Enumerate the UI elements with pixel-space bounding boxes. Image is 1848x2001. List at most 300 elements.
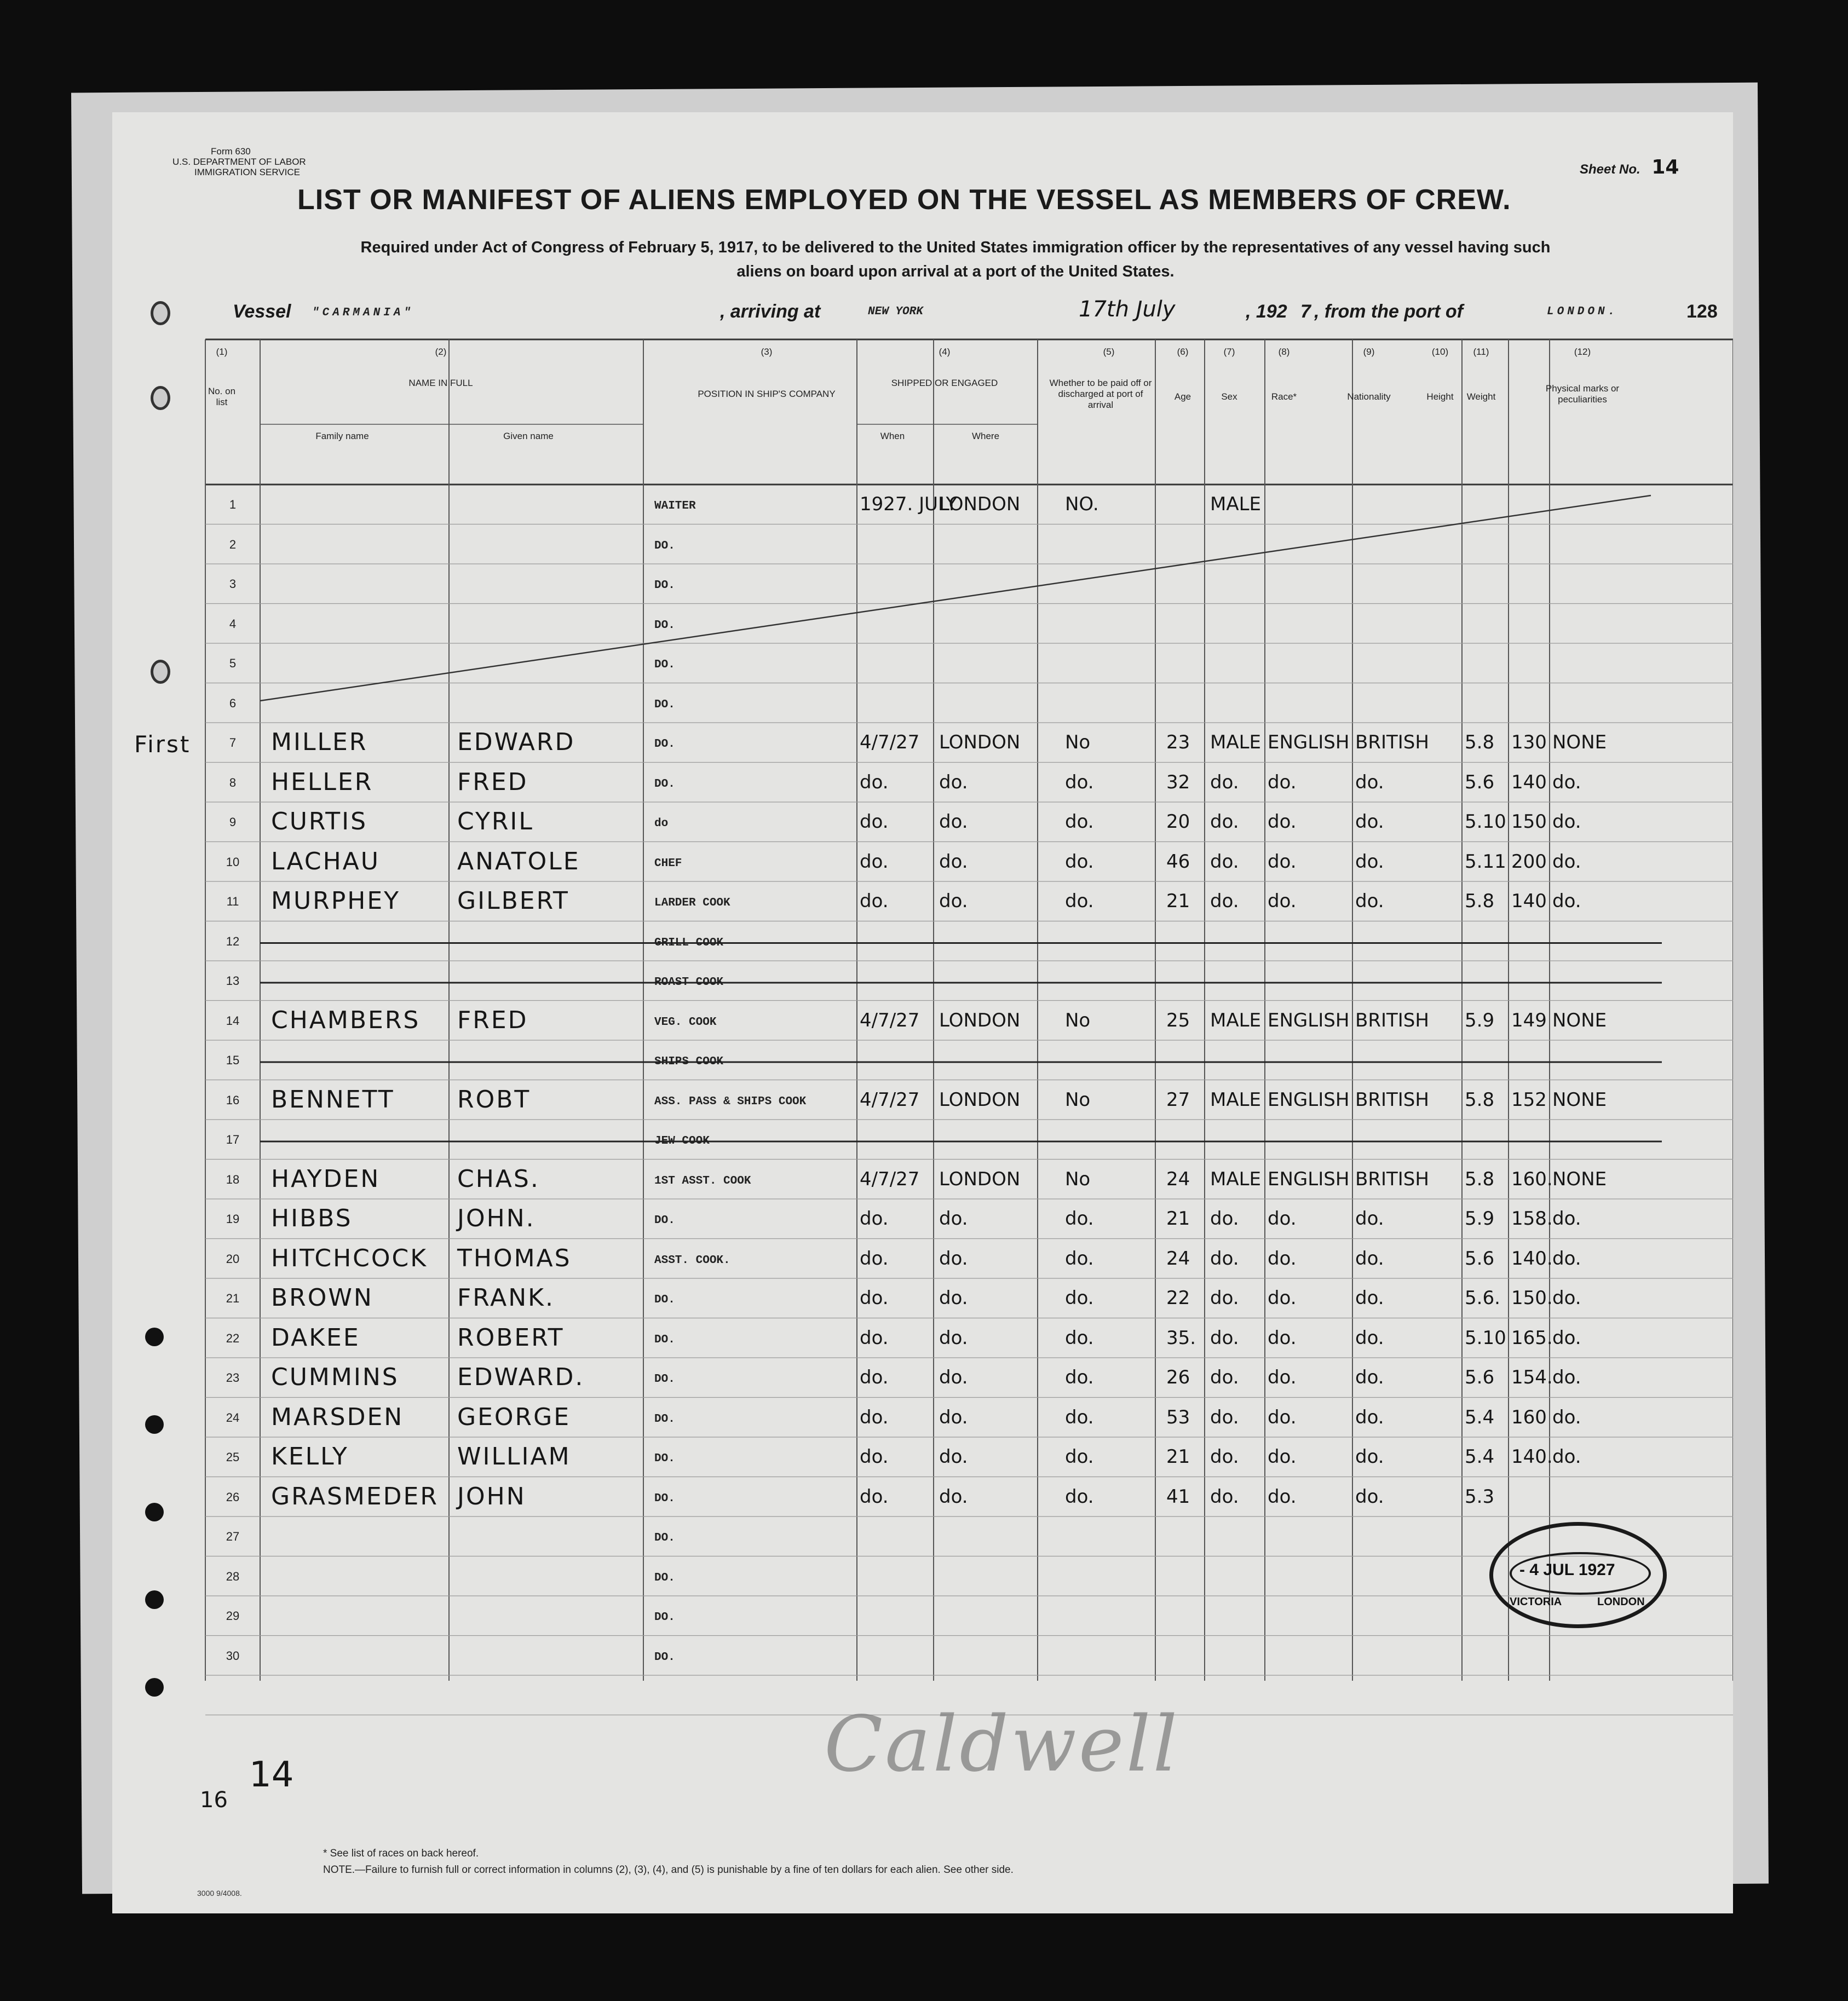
- cell-paid: do.: [1065, 771, 1094, 793]
- row-number: 25: [226, 1450, 240, 1464]
- cell-age: 21: [1166, 1446, 1190, 1468]
- table-row: [112, 1244, 1733, 1284]
- cell-paid: do.: [1065, 1287, 1094, 1309]
- cell-race: ENGLISH: [1268, 1168, 1350, 1190]
- cell-height: 5.6: [1465, 1366, 1495, 1388]
- cell-given: JOHN: [457, 1482, 526, 1510]
- cell-nat: do.: [1355, 1247, 1384, 1270]
- table-row: [112, 966, 1733, 1006]
- cell-nat: BRITISH: [1355, 731, 1429, 753]
- cell-weight: 140: [1511, 771, 1547, 793]
- row-number: 9: [229, 815, 237, 829]
- punch-hole: [145, 1415, 164, 1434]
- victoria-london-stamp: [1489, 1522, 1667, 1628]
- cell-position: DO.: [654, 1333, 675, 1346]
- cell-marks: do.: [1552, 1446, 1581, 1468]
- cell-given: THOMAS: [457, 1244, 572, 1272]
- arrival-port: NEW YORK: [868, 305, 923, 318]
- col9-number: (9): [1363, 347, 1375, 357]
- cell-nat: do.: [1355, 1446, 1384, 1468]
- stamp-london: LONDON: [1597, 1596, 1645, 1608]
- footer-fine-note: NOTE.—Failure to furnish full or correct information in columns (2), (3), (4), and (5) is punishable by a fine of ten dollars for each alien. See other side.: [323, 1864, 1014, 1876]
- cell-race: do.: [1268, 811, 1297, 833]
- table-row: [112, 1165, 1733, 1205]
- cell-weight: 140: [1511, 890, 1547, 912]
- cell-position: DO.: [654, 1492, 675, 1505]
- cell-family: HELLER: [271, 768, 373, 796]
- stamp-date: - 4 JUL 1927: [1519, 1561, 1615, 1579]
- cell-where: do.: [939, 1485, 968, 1508]
- col-when: When: [880, 431, 905, 441]
- cell-weight: 160.: [1511, 1168, 1553, 1190]
- cell-when: 4/7/27: [860, 1088, 920, 1111]
- row-number: 6: [229, 696, 237, 710]
- col6-number: (6): [1177, 347, 1189, 357]
- cell-height: 5.11: [1465, 850, 1506, 873]
- cell-paid: do.: [1065, 1327, 1094, 1349]
- cell-nat: do.: [1355, 890, 1384, 912]
- cell-family: CUMMINS: [271, 1363, 399, 1391]
- cell-race: do.: [1268, 1208, 1297, 1230]
- cell-sex: do.: [1210, 1446, 1239, 1468]
- page-number: 128: [1686, 301, 1718, 322]
- cell-sex: do.: [1210, 811, 1239, 833]
- cell-family: LACHAU: [271, 847, 380, 875]
- row-number: 12: [226, 934, 240, 948]
- cell-marks: NONE: [1552, 731, 1607, 753]
- cell-sex: do.: [1210, 771, 1239, 793]
- cell-marks: do.: [1552, 811, 1581, 833]
- table-row: [112, 1601, 1733, 1641]
- col5-number: (5): [1103, 347, 1115, 357]
- cell-given: FRED: [457, 1006, 528, 1034]
- row-number: 11: [226, 895, 239, 908]
- col-nationality: Nationality: [1347, 391, 1391, 402]
- binder-ring: [151, 386, 170, 410]
- table-row: [112, 1641, 1733, 1681]
- cell-weight: 200: [1511, 850, 1547, 873]
- cell-weight: 160: [1511, 1406, 1547, 1428]
- cell-where: LONDON: [939, 1168, 1021, 1190]
- col-sex: Sex: [1221, 391, 1237, 402]
- cell-nat: do.: [1355, 1366, 1384, 1388]
- cell-weight: 158.: [1511, 1208, 1553, 1230]
- cell-sex: MALE: [1210, 1088, 1262, 1111]
- row-number: 27: [226, 1530, 240, 1543]
- cell-height: 5.4: [1465, 1446, 1495, 1468]
- cell-position: ASST. COOK.: [654, 1254, 730, 1267]
- cell-where: LONDON: [939, 1009, 1021, 1031]
- cell-when: 4/7/27: [860, 1009, 920, 1031]
- col-position: POSITION IN SHIP'S COMPANY: [698, 389, 836, 399]
- from-port-label: , from the port of: [1314, 301, 1463, 322]
- cell-weight: 154.: [1511, 1366, 1553, 1388]
- cell-given: ANATOLE: [457, 847, 580, 875]
- cell-when: do.: [860, 1287, 889, 1309]
- cell-marks: do.: [1552, 890, 1581, 912]
- cell-given: GILBERT: [457, 887, 569, 915]
- cell-given: FRED: [457, 768, 528, 796]
- cell-position: do: [654, 817, 669, 830]
- cell-family: MURPHEY: [271, 887, 401, 915]
- cell-age: 23: [1166, 731, 1190, 753]
- cell-position: JEW COOK: [654, 1135, 710, 1147]
- cell-sex: do.: [1210, 890, 1239, 912]
- col-name-in-full: NAME IN FULL: [408, 378, 473, 388]
- cell-marks: NONE: [1552, 1168, 1607, 1190]
- col-age: Age: [1174, 391, 1191, 402]
- col-family-name: Family name: [315, 431, 369, 441]
- cell-marks: NONE: [1552, 1009, 1607, 1031]
- table-row: [112, 1443, 1733, 1483]
- cell-weight: 150.: [1511, 1287, 1553, 1309]
- cell-age: 41: [1166, 1485, 1190, 1508]
- cell-race: do.: [1268, 1247, 1297, 1270]
- cell-nat: do.: [1355, 1406, 1384, 1428]
- cell-when: do.: [860, 1247, 889, 1270]
- cell-nat: do.: [1355, 850, 1384, 873]
- cell-nat: do.: [1355, 1485, 1384, 1508]
- row-number: 4: [229, 616, 237, 631]
- cell-age: 22: [1166, 1287, 1190, 1309]
- table-row: [112, 1204, 1733, 1244]
- cell-when: do.: [860, 850, 889, 873]
- col-paid-off: Whether to be paid off or discharged at port of arrival: [1049, 378, 1152, 410]
- margin-note-14: 14: [249, 1755, 294, 1795]
- cell-position: ASS. PASS & SHIPS COOK: [654, 1095, 807, 1108]
- table-row: [112, 808, 1733, 847]
- cell-race: do.: [1268, 1485, 1297, 1508]
- table-row: [112, 569, 1733, 609]
- cell-race: do.: [1268, 1287, 1297, 1309]
- row-number: 16: [226, 1093, 240, 1107]
- cell-marks: NONE: [1552, 1088, 1607, 1111]
- table-row: [112, 490, 1733, 530]
- table-row: [112, 847, 1733, 887]
- cell-position: VEG. COOK: [654, 1016, 717, 1029]
- cell-when: do.: [860, 771, 889, 793]
- cell-weight: 150: [1511, 811, 1547, 833]
- arriving-label: , arriving at: [720, 301, 821, 322]
- cell-family: HITCHCOCK: [271, 1244, 428, 1272]
- cell-family: DAKEE: [271, 1323, 360, 1352]
- cell-family: KELLY: [271, 1443, 349, 1471]
- cell-where: do.: [939, 771, 968, 793]
- cell-position: DO.: [654, 1294, 675, 1306]
- cell-given: ROBERT: [457, 1323, 565, 1352]
- punch-hole: [145, 1503, 164, 1521]
- col7-number: (7): [1223, 347, 1235, 357]
- row-number: 7: [229, 736, 237, 749]
- cell-age: 21: [1166, 890, 1190, 912]
- cell-age: 24: [1166, 1247, 1190, 1270]
- col-physical-marks: Physical marks or peculiarities: [1545, 383, 1620, 405]
- cell-paid: do.: [1065, 1485, 1094, 1508]
- col11-number: (11): [1473, 347, 1489, 357]
- cell-where: do.: [939, 1287, 968, 1309]
- cell-height: 5.3: [1465, 1485, 1495, 1508]
- row-number: 3: [229, 577, 237, 591]
- row-number: 21: [226, 1291, 240, 1305]
- cell-where: do.: [939, 1406, 968, 1428]
- table-row: [112, 1046, 1733, 1086]
- cell-nat: do.: [1355, 811, 1384, 833]
- cell-age: 32: [1166, 771, 1190, 793]
- row-number: 10: [226, 855, 240, 869]
- cell-when: do.: [860, 1406, 889, 1428]
- cell-given: JOHN.: [457, 1204, 536, 1232]
- form-service: IMMIGRATION SERVICE: [194, 167, 301, 177]
- col3-number: (3): [761, 347, 773, 357]
- cell-nat: do.: [1355, 1208, 1384, 1230]
- cell-paid: do.: [1065, 890, 1094, 912]
- cell-sex: do.: [1210, 1327, 1239, 1349]
- cell-marks: do.: [1552, 1327, 1581, 1349]
- cell-race: do.: [1268, 890, 1297, 912]
- table-row: [112, 768, 1733, 808]
- row-number: 15: [226, 1053, 240, 1067]
- cell-marks: do.: [1552, 1366, 1581, 1388]
- table-row: [112, 1324, 1733, 1364]
- row-number: 19: [226, 1212, 240, 1226]
- table-row: [112, 1086, 1733, 1126]
- footer-races-note: * See list of races on back hereof.: [323, 1848, 479, 1859]
- cell-where: do.: [939, 1366, 968, 1388]
- table-row: [112, 1403, 1733, 1443]
- table-row: [112, 728, 1733, 768]
- col-shipped-engaged: SHIPPED OR ENGAGED: [891, 378, 998, 388]
- row-number: 13: [226, 974, 240, 988]
- cell-paid: do.: [1065, 1208, 1094, 1230]
- cell-weight: 152: [1511, 1088, 1547, 1111]
- cell-position: DO.: [654, 1532, 675, 1544]
- cell-nat: BRITISH: [1355, 1088, 1429, 1111]
- table-row: [112, 887, 1733, 927]
- cell-paid: do.: [1065, 1366, 1094, 1388]
- row-number: 28: [226, 1569, 240, 1583]
- cell-marks: do.: [1552, 771, 1581, 793]
- cell-sex: do.: [1210, 1208, 1239, 1230]
- form-department: U.S. DEPARTMENT OF LABOR: [172, 157, 306, 167]
- cell-position: SHIPS COOK: [654, 1056, 724, 1068]
- cell-where: do.: [939, 1446, 968, 1468]
- cell-race: ENGLISH: [1268, 731, 1350, 753]
- cell-sex: do.: [1210, 1366, 1239, 1388]
- departure-port: LONDON.: [1547, 305, 1619, 318]
- cell-height: 5.8: [1465, 731, 1495, 753]
- cell-when: do.: [860, 1485, 889, 1508]
- cell-when: do.: [860, 1366, 889, 1388]
- table-row: [112, 1006, 1733, 1046]
- cell-height: 5.9: [1465, 1208, 1495, 1230]
- cell-paid: do.: [1065, 811, 1094, 833]
- cell-marks: do.: [1552, 1247, 1581, 1270]
- col12-number: (12): [1574, 347, 1591, 357]
- row-number: 30: [226, 1648, 240, 1663]
- cell-family: MILLER: [271, 728, 368, 756]
- cell-given: GEORGE: [457, 1403, 571, 1431]
- cell-weight: 140.: [1511, 1247, 1553, 1270]
- col4-number: (4): [939, 347, 951, 357]
- cell-position: CHEF: [654, 857, 682, 870]
- cell-race: do.: [1268, 771, 1297, 793]
- punch-hole: [145, 1678, 164, 1697]
- cell-nat: do.: [1355, 1287, 1384, 1309]
- cell-when: do.: [860, 811, 889, 833]
- cell-where: LONDON: [939, 493, 1021, 515]
- row-number: 17: [226, 1133, 240, 1146]
- table-row: [112, 609, 1733, 649]
- table-row: [112, 927, 1733, 967]
- row-number: 14: [226, 1013, 240, 1028]
- row-number: 23: [226, 1371, 240, 1385]
- cell-paid: do.: [1065, 1446, 1094, 1468]
- col8-number: (8): [1278, 347, 1290, 357]
- row-number: 29: [226, 1609, 240, 1623]
- table-row: [112, 1522, 1733, 1562]
- cell-marks: do.: [1552, 850, 1581, 873]
- cell-sex: MALE: [1210, 731, 1262, 753]
- cell-height: 5.10: [1465, 1327, 1506, 1349]
- cell-race: do.: [1268, 1406, 1297, 1428]
- cell-nat: BRITISH: [1355, 1009, 1429, 1031]
- cell-position: DO.: [654, 1373, 675, 1386]
- cell-family: HAYDEN: [271, 1164, 381, 1193]
- row-number: 2: [229, 537, 237, 551]
- cell-age: 26: [1166, 1366, 1190, 1388]
- act-line-2: aliens on board upon arrival at a port of the United States.: [736, 263, 1175, 280]
- cell-paid: do.: [1065, 1406, 1094, 1428]
- cell-marks: do.: [1552, 1406, 1581, 1428]
- row-number: 22: [226, 1331, 240, 1345]
- cell-given: EDWARD: [457, 728, 575, 756]
- cell-race: ENGLISH: [1268, 1088, 1350, 1111]
- cell-when: do.: [860, 1327, 889, 1349]
- cell-where: do.: [939, 811, 968, 833]
- col-no-on-list: No. on list: [208, 386, 236, 407]
- cell-paid: do.: [1065, 850, 1094, 873]
- cell-race: do.: [1268, 1327, 1297, 1349]
- cell-position: DO.: [654, 619, 675, 632]
- cell-given: FRANK.: [457, 1284, 555, 1312]
- cell-sex: MALE: [1210, 493, 1262, 515]
- cell-family: CURTIS: [271, 808, 368, 835]
- margin-note-16: 16: [200, 1787, 228, 1813]
- cell-position: DO.: [654, 1651, 675, 1664]
- cell-age: 21: [1166, 1208, 1190, 1230]
- punch-hole: [145, 1328, 164, 1346]
- cell-height: 5.8: [1465, 1088, 1495, 1111]
- cell-age: 25: [1166, 1009, 1190, 1031]
- row-number: 24: [226, 1410, 240, 1425]
- cell-height: 5.6: [1465, 771, 1495, 793]
- cell-given: CYRIL: [457, 808, 534, 835]
- cell-height: 5.10: [1465, 811, 1506, 833]
- cell-when: 1927. JULY: [860, 493, 958, 515]
- cell-position: DO.: [654, 579, 675, 592]
- cell-position: WAITER: [654, 500, 696, 512]
- year-label: , 192: [1246, 301, 1287, 322]
- cell-height: 5.6: [1465, 1247, 1495, 1270]
- cell-sex: do.: [1210, 850, 1239, 873]
- form-title: LIST OR MANIFEST OF ALIENS EMPLOYED ON THE VESSEL AS MEMBERS OF CREW.: [297, 184, 1511, 216]
- table-row: [112, 689, 1733, 729]
- col-race: Race*: [1271, 391, 1297, 402]
- table-row: [112, 1363, 1733, 1403]
- col-where: Where: [971, 431, 1000, 441]
- cell-when: 4/7/27: [860, 1168, 920, 1190]
- row-number: 8: [229, 775, 237, 789]
- cell-position: LARDER COOK: [654, 897, 730, 909]
- cell-height: 5.9: [1465, 1009, 1495, 1031]
- cell-family: CHAMBERS: [271, 1006, 421, 1034]
- cell-when: do.: [860, 890, 889, 912]
- cell-position: DO.: [654, 539, 675, 552]
- cell-where: do.: [939, 850, 968, 873]
- cell-given: WILLIAM: [457, 1443, 571, 1471]
- cell-height: 5.8: [1465, 1168, 1495, 1190]
- cell-age: 27: [1166, 1088, 1190, 1111]
- punch-hole: [145, 1590, 164, 1609]
- cell-paid: NO.: [1065, 493, 1099, 515]
- cell-where: LONDON: [939, 731, 1021, 753]
- cell-height: 5.8: [1465, 890, 1495, 912]
- cell-where: do.: [939, 890, 968, 912]
- cell-race: do.: [1268, 850, 1297, 873]
- cell-position: 1ST ASST. COOK: [654, 1174, 751, 1187]
- cell-height: 5.6.: [1465, 1287, 1500, 1309]
- cell-weight: 130: [1511, 731, 1547, 753]
- cell-weight: 165.: [1511, 1327, 1553, 1349]
- vessel-name: "CARMANIA": [312, 307, 414, 319]
- table-row: [112, 1284, 1733, 1324]
- sheet-number: 14: [1651, 156, 1679, 178]
- col-weight: Weight: [1466, 391, 1496, 402]
- cell-given: ROBT: [457, 1085, 531, 1114]
- table-row: [112, 1483, 1733, 1523]
- row-number: 20: [226, 1252, 240, 1266]
- col10-number: (10): [1431, 347, 1449, 357]
- cell-where: do.: [939, 1327, 968, 1349]
- cell-given: CHAS.: [457, 1164, 540, 1193]
- cell-weight: 149: [1511, 1009, 1547, 1031]
- cell-marks: do.: [1552, 1287, 1581, 1309]
- row-number: 5: [229, 656, 237, 670]
- cell-age: 53: [1166, 1406, 1190, 1428]
- col1-number: (1): [216, 347, 228, 357]
- manifest-sheet: [112, 112, 1733, 1913]
- cell-nat: do.: [1355, 771, 1384, 793]
- cell-paid: No: [1065, 1009, 1091, 1031]
- cell-family: BROWN: [271, 1284, 373, 1312]
- cell-family: BENNETT: [271, 1085, 395, 1114]
- cell-position: DO.: [654, 698, 675, 711]
- cell-sex: do.: [1210, 1247, 1239, 1270]
- binder-ring: [151, 660, 170, 684]
- cell-position: DO.: [654, 738, 675, 751]
- cell-race: do.: [1268, 1446, 1297, 1468]
- cell-weight: 140.: [1511, 1446, 1553, 1468]
- col-given-name: Given name: [503, 431, 554, 441]
- cell-age: 35.: [1166, 1327, 1196, 1349]
- cell-position: DO.: [654, 777, 675, 791]
- cell-sex: do.: [1210, 1406, 1239, 1428]
- cell-family: GRASMEDER: [271, 1482, 439, 1510]
- stamp-victoria: VICTORIA: [1510, 1596, 1562, 1608]
- cell-age: 24: [1166, 1168, 1190, 1190]
- col-height: Height: [1426, 391, 1454, 402]
- row-number: 1: [229, 498, 237, 511]
